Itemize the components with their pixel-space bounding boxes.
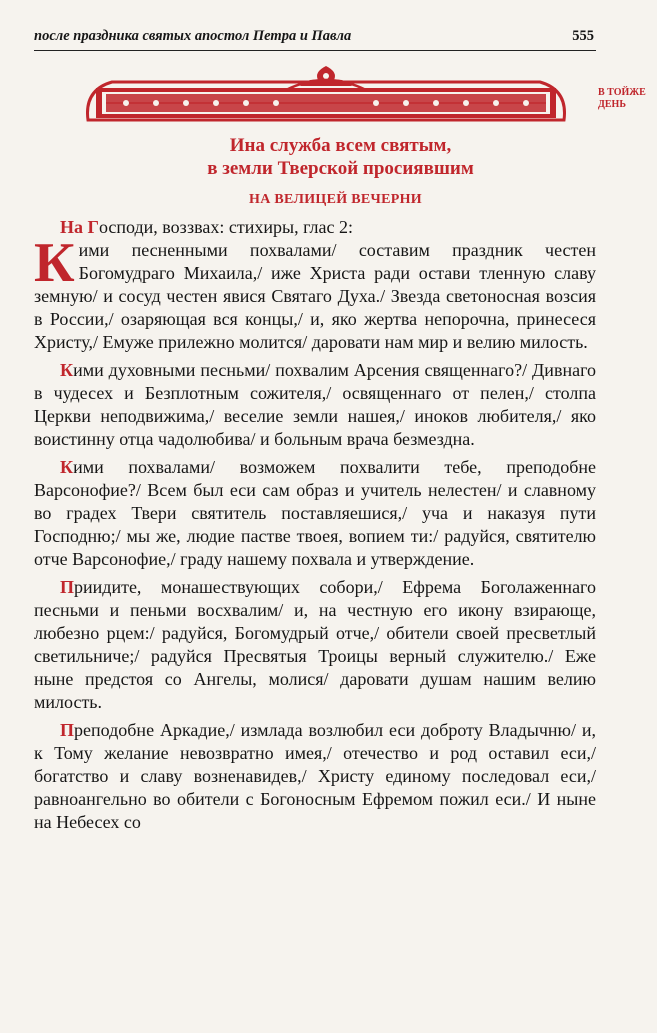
drop-cap: К xyxy=(34,232,75,294)
service-title xyxy=(0,134,657,180)
intro-line xyxy=(34,216,596,239)
sticheron-2 xyxy=(34,359,596,451)
intro-red: На Г xyxy=(60,217,99,237)
intro-rest: осподи, воззвах: стихиры, глас 2: xyxy=(98,217,354,237)
initial-letter: К xyxy=(60,457,74,477)
page-number: 555 xyxy=(572,28,594,44)
headpiece-ornament xyxy=(86,64,566,122)
service-title-line2: в земли Тверской просиявшим xyxy=(207,158,474,179)
sticheron-5 xyxy=(34,719,596,834)
running-title: после праздника святых апостол Петра и Павла xyxy=(34,28,352,44)
subheading: НА ВЕЛИЦЕЙ ВЕЧЕРНИ xyxy=(249,192,422,207)
sticheron-3 xyxy=(34,456,596,571)
initial-letter: П xyxy=(60,577,75,597)
initial-letter: П xyxy=(60,720,75,740)
service-title-line1: Ина служба всем святым, xyxy=(229,135,452,156)
sticheron-1 xyxy=(34,232,596,354)
initial-letter: К xyxy=(60,360,74,380)
header-rule xyxy=(34,50,596,51)
sticheron-text: риидите, монашествующих собори,/ Ефрема Боголаженнаго песньми и пеньми восхвалим/ и, на честную его икону взирающе, любезно рцем:/ радуйся, Богомудрый отче,/ обители своей пресветлый светильниче;/ радуйся Пресвятыя Троицы верный служителю./ Еже ныне предстоя со Ангелы, молися/ даровати душам нашим велию милость. xyxy=(34,577,596,712)
margin-note: В ТОЙЖЕ ДЕНЬ xyxy=(598,87,646,110)
sticheron-text: ими духовными песньми/ похвалим Арсения священнаго?/ Дивнаго в чудесех и Безплотным сожителя,/ освященнаго от пелен,/ столпа Церкви неподвижима,/ веселие земли нашея,/ иноков любителя,/ яко воистинну отца чадолюбива/ и больным врача безмездна. xyxy=(34,360,596,449)
sticheron-text: ими песненными похвалами/ составим праздник честен Богомудраго Михаила,/ иже Христа ради остави тленную славу земную/ и сосуд честен явися Святаго Духа./ Звезда светоносная возсия в России,/ озаряющая вся концы,/ и, яко жертва непорочна, принесеся Христу,/ Емуже прилежно молится/ даровати нам мир и велию милость. xyxy=(34,240,596,352)
sticheron-text: ими похвалами/ возможем похвалити тебе, преподобне Варсонофие?/ Всем был еси сам образ и учитель нелестен/ и славному во градех Твери святитель поставляешися,/ уча и наказуя пути Господню;/ мы же, людие пастве твоея, вопием ти:/ радуйся, святителю отче Варсонофие,/ граду нашему похвала и утверждение. xyxy=(34,457,596,569)
sticheron-4 xyxy=(34,576,596,714)
running-header xyxy=(34,28,594,50)
sticheron-text: реподобне Аркадие,/ измлада возлюбил еси доброту Владычню/ и, к Тому желание невозвратно имея,/ отечество и род оставил еси,/ богатство и славу возненавидев,/ Христу единому последовал еси,/ равноангельно во обители с Богоносным Ефремом пожил еси./ И ныне на Небесех со xyxy=(34,720,596,832)
main-text xyxy=(34,216,596,839)
